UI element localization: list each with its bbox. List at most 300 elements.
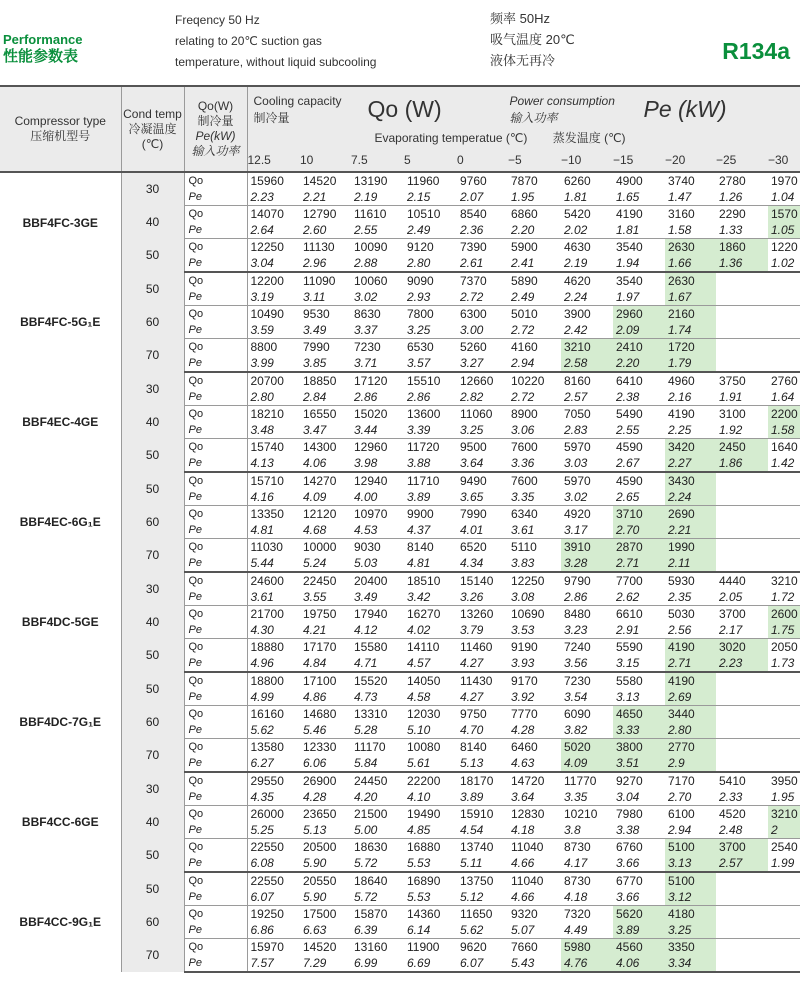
capacity-value: 7230: [564, 674, 591, 688]
qo-label: Qo: [184, 739, 247, 756]
power-value: [716, 522, 768, 539]
capacity-value: 2780: [719, 174, 746, 188]
capacity-value: 12940: [354, 474, 388, 488]
power-value: 3.48: [247, 422, 300, 439]
capacity-value: [768, 706, 800, 723]
power-value: 4.06: [613, 955, 665, 972]
pe-label: Pe: [184, 522, 247, 539]
power-value: 3.12: [665, 889, 716, 906]
power-value: 2.86: [404, 389, 457, 406]
condition-line: relating to 20℃ suction gas: [175, 34, 322, 48]
capacity-value: 7660: [511, 940, 538, 954]
power-value: 5.24: [300, 555, 351, 572]
capacity-value: 8630: [354, 307, 381, 321]
cooling-symbol: Qo (W): [367, 96, 442, 122]
power-value: [768, 955, 800, 972]
power-value: 4.66: [508, 889, 561, 906]
capacity-value: 10220: [511, 374, 545, 388]
capacity-value: 16880: [407, 840, 441, 854]
power-value: 2.83: [561, 422, 613, 439]
performance-title: [3, 32, 82, 66]
power-value: 5.53: [404, 889, 457, 906]
capacity-value: 5100: [665, 839, 716, 856]
power-value: 5.44: [247, 555, 300, 572]
header-text: (℃): [141, 136, 164, 151]
capacity-value: 13260: [460, 607, 494, 621]
capacity-value: 4190: [665, 672, 716, 689]
cond-temp-value: 50: [121, 672, 184, 706]
pe-label: Pe: [184, 555, 247, 572]
capacity-value: 3740: [668, 174, 695, 188]
capacity-value: 4180: [665, 906, 716, 923]
capacity-value: [716, 906, 768, 923]
power-value: 4.37: [404, 522, 457, 539]
capacity-value: 12250: [511, 574, 545, 588]
power-value: 4.49: [561, 922, 613, 939]
capacity-value: 7370: [460, 274, 487, 288]
power-value: 4.76: [561, 955, 613, 972]
capacity-value: 3800: [613, 739, 665, 756]
capacity-value: 29550: [250, 774, 284, 788]
capacity-value: 1860: [716, 239, 768, 256]
power-value: 3.25: [665, 922, 716, 939]
capacity-value: 9190: [511, 640, 538, 654]
capacity-value: 4630: [564, 240, 591, 254]
capacity-value: 26000: [250, 807, 284, 821]
capacity-value: 3420: [665, 439, 716, 456]
capacity-value: 14360: [407, 907, 441, 921]
capacity-value: 8140: [407, 540, 434, 554]
capacity-value: 17170: [303, 640, 337, 654]
header-text: 压缩机型号: [30, 129, 91, 143]
qo-label: Qo: [184, 839, 247, 856]
evap-temp-cell: −15: [613, 148, 665, 172]
power-value: 4.66: [508, 855, 561, 872]
cond-temp-value: 50: [121, 872, 184, 906]
power-value: 4.57: [404, 655, 457, 672]
power-value: 4.68: [300, 522, 351, 539]
power-value: 2.64: [247, 222, 300, 239]
evap-temp-header: [247, 126, 800, 148]
cond-temp-value: 30: [121, 572, 184, 606]
power-value: 3.47: [300, 422, 351, 439]
power-value: [768, 889, 800, 906]
capacity-value: 11610: [354, 207, 387, 221]
evap-temp-cell: −5: [508, 148, 561, 172]
capacity-value: 4900: [616, 174, 643, 188]
evap-temp-cell: 10: [300, 148, 351, 172]
power-value: 1.02: [768, 255, 800, 272]
power-value: 3.64: [457, 455, 508, 472]
capacity-value: 5010: [511, 307, 538, 321]
capacity-value: 4520: [719, 807, 746, 821]
capacity-value: 5590: [616, 640, 643, 654]
capacity-value: 10510: [407, 207, 441, 221]
capacity-value: 2540: [771, 840, 798, 854]
capacity-value: 8140: [460, 740, 487, 754]
power-value: 5.25: [247, 822, 300, 839]
power-value: 1.92: [716, 422, 768, 439]
capacity-value: 5110: [511, 540, 537, 554]
capacity-value: 9490: [460, 474, 487, 488]
power-value: 2.65: [613, 489, 665, 506]
power-value: [768, 689, 800, 706]
power-value: 1.58: [768, 422, 800, 439]
power-value: 1.95: [508, 189, 561, 206]
capacity-value: 19490: [407, 807, 441, 821]
capacity-value: 3700: [719, 607, 746, 621]
capacity-value: 11040: [511, 874, 544, 888]
capacity-value: 18510: [407, 574, 441, 588]
power-value: 2.05: [716, 589, 768, 606]
condition-line: 液体无再冷: [490, 53, 556, 68]
capacity-value: 18630: [354, 840, 388, 854]
power-value: 1.79: [665, 355, 716, 372]
capacity-value: 13160: [354, 940, 388, 954]
capacity-value: 7230: [354, 340, 381, 354]
capacity-value: [768, 872, 800, 889]
power-value: 2.94: [508, 355, 561, 372]
power-value: 4.12: [351, 622, 404, 639]
power-value: 2.49: [404, 222, 457, 239]
capacity-value: 15970: [250, 940, 284, 954]
power-value: 3.61: [247, 589, 300, 606]
header-compressor-type: [0, 86, 121, 172]
capacity-value: 6460: [511, 740, 538, 754]
power-value: 3.66: [613, 855, 665, 872]
capacity-value: [716, 339, 768, 356]
capacity-value: 19750: [303, 607, 337, 621]
power-value: 3.39: [404, 422, 457, 439]
capacity-value: 14520: [303, 940, 337, 954]
power-value: 4.28: [300, 789, 351, 806]
capacity-value: 11170: [354, 740, 386, 754]
table-row: [0, 772, 800, 789]
capacity-value: 6410: [616, 374, 643, 388]
capacity-value: 18850: [303, 374, 337, 388]
power-value: [768, 722, 800, 739]
compressor-model: BBF4FC-3GE: [0, 172, 121, 272]
pe-label: Pe: [184, 355, 247, 372]
power-value: [716, 289, 768, 306]
capacity-value: 1570: [768, 206, 800, 223]
capacity-value: 23650: [303, 807, 337, 821]
capacity-value: 2450: [716, 439, 768, 456]
power-value: 3.15: [613, 655, 665, 672]
cond-temp-value: 40: [121, 206, 184, 239]
capacity-value: 20400: [354, 574, 388, 588]
power-value: 5.43: [508, 955, 561, 972]
power-value: 3.65: [457, 489, 508, 506]
power-value: 3.34: [665, 955, 716, 972]
qo-label: Qo: [184, 306, 247, 323]
power-value: 1.74: [665, 322, 716, 339]
capacity-value: 15870: [354, 907, 388, 921]
power-value: 3.27: [457, 355, 508, 372]
power-value: 2.93: [404, 289, 457, 306]
power-value: 3.38: [613, 822, 665, 839]
pe-label: Pe: [184, 422, 247, 439]
capacity-value: 2410: [613, 339, 665, 356]
condition-line: temperature, without liquid subcooling: [175, 55, 377, 69]
power-value: 5.11: [457, 855, 508, 872]
capacity-value: 9790: [564, 574, 591, 588]
pe-label: Pe: [184, 289, 247, 306]
power-value: [716, 755, 768, 772]
pe-label: Pe: [184, 722, 247, 739]
capacity-value: 15960: [250, 174, 284, 188]
capacity-value: 17100: [303, 674, 337, 688]
power-value: 3.13: [613, 689, 665, 706]
pe-label: Pe: [184, 955, 247, 972]
pe-label: Pe: [184, 389, 247, 406]
power-value: 2.86: [561, 589, 613, 606]
capacity-value: 18640: [354, 874, 388, 888]
power-value: 3.93: [508, 655, 561, 672]
qo-label: Qo: [184, 572, 247, 589]
power-value: 5.84: [351, 755, 404, 772]
condition-line: Freqency 50 Hz: [175, 13, 260, 27]
capacity-value: 1970: [771, 174, 798, 188]
capacity-value: 14070: [250, 207, 284, 221]
capacity-value: 7240: [564, 640, 591, 654]
power-value: 1.81: [613, 222, 665, 239]
cond-temp-value: 70: [121, 539, 184, 573]
power-value: 2.72: [457, 289, 508, 306]
capacity-value: 4560: [613, 939, 665, 956]
capacity-value: 18210: [250, 407, 284, 421]
power-value: 2.27: [665, 455, 716, 472]
capacity-value: 14720: [511, 774, 545, 788]
capacity-value: 6520: [460, 540, 487, 554]
evap-temp-cell: 12.5: [247, 148, 300, 172]
power-value: 1.91: [716, 389, 768, 406]
power-value: 4.00: [351, 489, 404, 506]
capacity-value: 9090: [407, 274, 434, 288]
capacity-value: 22550: [250, 874, 284, 888]
capacity-value: 11710: [407, 474, 440, 488]
power-value: 2.17: [716, 622, 768, 639]
capacity-value: 1720: [665, 339, 716, 356]
header-text: 制冷量: [253, 111, 290, 125]
power-value: [716, 322, 768, 339]
capacity-value: 4920: [564, 507, 591, 521]
capacity-value: 9530: [303, 307, 330, 321]
power-value: 3.23: [561, 622, 613, 639]
header-text: Cond temp: [123, 106, 182, 121]
capacity-value: [768, 306, 800, 323]
capacity-value: 5900: [511, 240, 538, 254]
power-value: 4.71: [351, 655, 404, 672]
cooling-capacity-label: [254, 93, 342, 126]
cond-temp-value: 40: [121, 606, 184, 639]
qo-label: Qo: [184, 539, 247, 556]
capacity-value: 6090: [564, 707, 591, 721]
capacity-value: 10690: [511, 607, 545, 621]
power-value: 3.00: [457, 322, 508, 339]
capacity-value: 16890: [407, 874, 441, 888]
table-row: [0, 472, 800, 489]
capacity-value: 5030: [668, 607, 695, 621]
capacity-value: 2600: [768, 606, 800, 623]
power-value: 1.33: [716, 222, 768, 239]
power-value: 7.57: [247, 955, 300, 972]
power-value: 1.95: [768, 789, 800, 806]
capacity-value: 4190: [665, 639, 716, 656]
capacity-value: 17120: [354, 374, 388, 388]
capacity-value: 3910: [561, 539, 613, 556]
power-value: 2.21: [665, 522, 716, 539]
power-value: 4.09: [561, 755, 613, 772]
capacity-value: 12790: [303, 207, 337, 221]
capacity-value: 1640: [771, 440, 798, 454]
power-value: 5.72: [351, 889, 404, 906]
cond-temp-value: 60: [121, 506, 184, 539]
capacity-value: 3210: [771, 574, 798, 588]
qo-label: Qo: [184, 172, 247, 189]
capacity-value: 3700: [716, 839, 768, 856]
cond-temp-value: 50: [121, 639, 184, 673]
capacity-value: [716, 506, 768, 523]
capacity-value: 2630: [665, 239, 716, 256]
power-value: 1.65: [613, 189, 665, 206]
power-value: 5.90: [300, 855, 351, 872]
capacity-value: [716, 706, 768, 723]
power-value: 3.57: [404, 355, 457, 372]
power-value: 4.85: [404, 822, 457, 839]
power-value: 6.06: [300, 755, 351, 772]
pe-label: Pe: [184, 822, 247, 839]
condition-line: 频率 50Hz: [490, 11, 550, 26]
evap-temp-cell: 0: [457, 148, 508, 172]
power-value: 2.72: [508, 322, 561, 339]
capacity-value: 6530: [407, 340, 434, 354]
power-value: 2.57: [561, 389, 613, 406]
power-value: 6.99: [351, 955, 404, 972]
power-value: 2.71: [613, 555, 665, 572]
power-value: 2.72: [508, 389, 561, 406]
power-value: 4.10: [404, 789, 457, 806]
capacity-value: 5980: [561, 939, 613, 956]
capacity-value: [768, 339, 800, 356]
power-value: 1.42: [768, 455, 800, 472]
capacity-value: [716, 472, 768, 489]
qo-label: Qo: [184, 872, 247, 889]
capacity-value: 11060: [460, 407, 493, 421]
power-value: 3.82: [561, 722, 613, 739]
power-value: 1.97: [613, 289, 665, 306]
power-value: 2.42: [561, 322, 613, 339]
pe-label: Pe: [184, 489, 247, 506]
power-value: 2.96: [300, 255, 351, 272]
capacity-value: 14680: [303, 707, 337, 721]
power-value: 5.00: [351, 822, 404, 839]
capacity-value: 1220: [771, 240, 798, 254]
capacity-value: 6760: [616, 840, 643, 854]
capacity-value: 21500: [354, 807, 388, 821]
capacity-value: 7600: [511, 440, 538, 454]
power-value: 1.36: [716, 255, 768, 272]
capacity-value: 8800: [250, 340, 278, 354]
power-value: 6.69: [404, 955, 457, 972]
capacity-value: 10970: [354, 507, 388, 521]
capacity-value: 2760: [771, 374, 798, 388]
power-value: 4.20: [351, 789, 404, 806]
capacity-value: 5410: [719, 774, 746, 788]
power-value: 3.08: [508, 589, 561, 606]
power-symbol: Pe (kW): [643, 96, 727, 122]
power-value: 5.28: [351, 722, 404, 739]
capacity-value: 7700: [616, 574, 643, 588]
capacity-value: 13740: [460, 840, 494, 854]
power-value: 6.07: [247, 889, 300, 906]
capacity-value: 16270: [407, 607, 441, 621]
capacity-value: 3950: [771, 774, 798, 788]
qo-label: Qo: [184, 239, 247, 256]
capacity-value: [716, 739, 768, 756]
power-value: 3.37: [351, 322, 404, 339]
capacity-value: 4160: [511, 340, 538, 354]
power-value: 5.90: [300, 889, 351, 906]
qo-label: Qo: [184, 639, 247, 656]
capacity-value: 8900: [511, 407, 538, 421]
power-value: 2.48: [716, 822, 768, 839]
capacity-value: 24450: [354, 774, 388, 788]
power-value: 1.58: [665, 222, 716, 239]
power-value: 3.88: [404, 455, 457, 472]
capacity-value: 3430: [665, 472, 716, 489]
power-value: [768, 522, 800, 539]
power-value: 5.61: [404, 755, 457, 772]
power-value: [768, 555, 800, 572]
capacity-value: 5420: [564, 207, 591, 221]
capacity-value: 15580: [354, 640, 388, 654]
capacity-value: 12830: [511, 807, 545, 821]
power-value: 2.33: [716, 789, 768, 806]
capacity-value: 16550: [303, 407, 337, 421]
capacity-value: 4190: [668, 407, 695, 421]
power-value: 3.92: [508, 689, 561, 706]
capacity-value: 11130: [303, 240, 335, 254]
capacity-value: 14050: [407, 674, 441, 688]
cond-temp-value: 50: [121, 272, 184, 306]
qo-label: Qo: [184, 272, 247, 289]
evap-temp-cell: −20: [665, 148, 716, 172]
capacity-value: 9270: [616, 774, 643, 788]
power-value: [716, 689, 768, 706]
cond-temp-value: 70: [121, 339, 184, 373]
power-value: 2.69: [665, 689, 716, 706]
capacity-value: 12030: [407, 707, 441, 721]
power-value: 3.36: [508, 455, 561, 472]
power-value: 2.67: [613, 455, 665, 472]
capacity-value: 14270: [303, 474, 337, 488]
capacity-value: 12250: [250, 240, 284, 254]
power-value: [768, 289, 800, 306]
refrigerant-label: R134a: [722, 38, 790, 64]
power-value: 2.55: [613, 422, 665, 439]
power-value: [716, 889, 768, 906]
capacity-value: 6300: [460, 307, 487, 321]
power-value: 4.02: [404, 622, 457, 639]
capacity-value: [768, 672, 800, 689]
conditions-zh: [490, 8, 575, 71]
capacity-value: 5580: [616, 674, 643, 688]
capacity-value: 1990: [665, 539, 716, 556]
compressor-model: BBF4EC-4GE: [0, 372, 121, 472]
power-value: 3.25: [404, 322, 457, 339]
power-value: 4.81: [247, 522, 300, 539]
